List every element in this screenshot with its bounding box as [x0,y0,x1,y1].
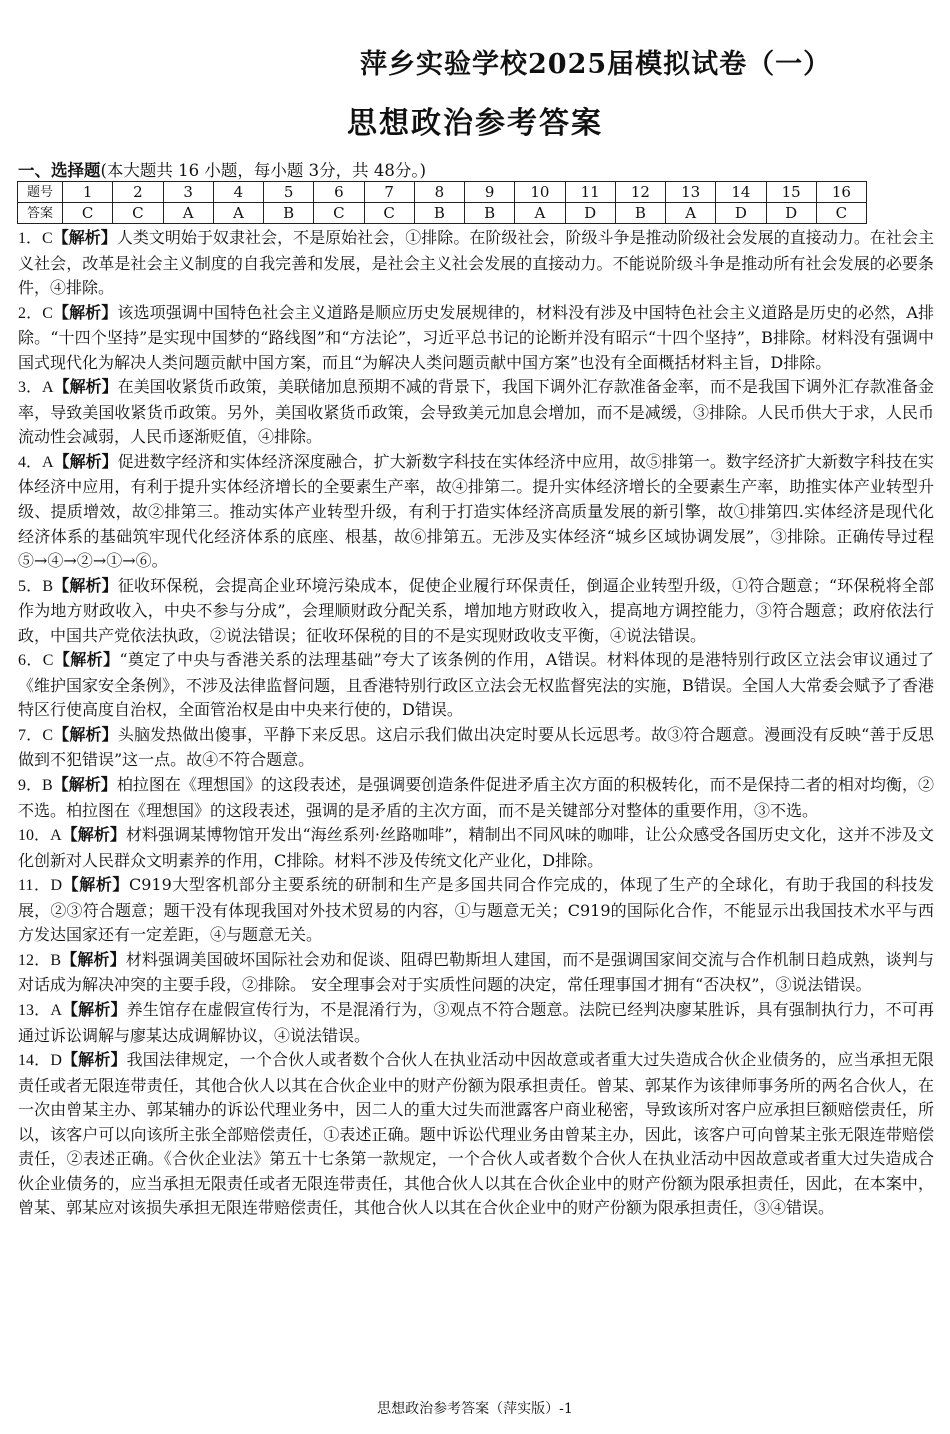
answer-cell: A [515,203,565,224]
school-exam-title: 萍乡实验学校2025届模拟试卷（一） [360,49,832,80]
explanation-text: 我国法律规定，一个合伙人或者数个合伙人在执业活动中因故意或者重大过失造成合伙企业债务的，应当承担无限责任或者无限连带责任，其他合伙人以其在合伙企业中的财产份额为限承担责任。曾某、郭某作为该律师事务所的两名合伙人，在一次由曾某主办、郭某辅办的诉讼代理业务中，因二人的重大过失而泄露客户商业秘密，导致该所对客户应承担巨额赔偿责任，所以，该客户可以向该所主张全部赔偿责任，①表述正确。题中诉讼代理业务由曾某主办，因此，该客户可向曾某主张无限连带赔偿责任，②表述正确。《合伙企业法》第五十七条第一款规定，一个合伙人或者数个合伙人在执业活动中因故意或者重大过失造成合伙企业债务的，应当承担无限责任或者无限连带责任，其他合伙人以其在合伙企业中的财产份额为限承担责任，因此，在本案中，曾某、郭某应对该损失承担无限连带赔偿责任，其他合伙人以其在合伙企业中的财产份额为限承担责任，③④错误。 [18,1050,934,1218]
question-answer: B [42,777,53,795]
analysis-tag: 【解析】 [53,451,118,471]
question-number-cell: 14 [716,182,766,203]
answer-cell: D [565,203,615,224]
question-number-cell: 3 [163,182,213,203]
explanation-item [18,1048,934,1221]
question-number-cell: 16 [816,182,866,203]
explanation-text: 材料强调美国破坏国际社会劝和促谈、阻碍巴勒斯坦人建国，而不是强调国家间交流与合作机制日趋成熟，谈判与对话成为解决冲突的主要手段，②排除。 安全理事会对于实质性问题的决定，常任理事国才拥有“否决权”，③说法错误。 [18,949,934,995]
explanation-text: 在美国收紧货币政策，美联储加息预期不减的背景下，我国下调外汇存款准备金率，而不是我国下调外汇存款准备金率，导致美国收紧货币政策。另外，美国收紧货币政策，会导致美元加息会增加，而不是减缓，③排除。人民币供大于求，人民币流动性会减弱，人民币逐渐贬值，④排除。 [18,377,934,447]
question-number-cell: 13 [666,182,716,203]
question-number-cell: 5 [264,182,314,203]
question-number-cell: 12 [615,182,665,203]
explanation-item [18,948,934,998]
explanation-item [18,648,934,723]
question-answer: A [50,1001,62,1019]
question-answer: C [42,304,53,322]
question-number-cell: 6 [314,182,364,203]
answer-row [18,203,867,224]
analysis-tag: 【解析】 [52,228,117,247]
answer-cell: D [766,203,816,224]
question-number-cell: 7 [364,182,414,203]
answer-cell: B [465,203,515,224]
answer-cell: A [213,203,263,224]
question-number-cell: 15 [766,182,816,203]
page-footer: 思想政治参考答案（萍实版）-1 [377,1401,573,1417]
analysis-tag: 【解析】 [53,575,118,595]
explanation-text: C919大型客机部分主要系统的研制和生产是多国共同合作完成的，体现了生产的全球化，有助于我国的科技发展，②③符合题意；题干没有体现我国对外技术贸易的内容，①与题意无关；C919的国际化合作，不能显示出我国技术水平与西方发达国家还有一定差距，④与题意无关。 [18,875,934,945]
question-number-cell: 1 [63,182,113,203]
question-answer: D [50,1052,62,1070]
analysis-tag: 【解析】 [53,650,120,670]
answer-cell: C [364,203,414,224]
answer-cell: B [615,203,665,224]
explanation-text: 材料强调某博物馆开发出“海丝系列·丝路咖啡”，精制出不同风味的咖啡，让公众感受各国历史文化，这并不涉及文化创新对人民群众文明素养的作用，C排除。材料不涉及传统文化产业化，D排除。 [18,825,934,870]
question-number: 4． [18,453,43,471]
analysis-tag: 【解析】 [61,1050,127,1070]
analysis-tag: 【解析】 [53,724,118,744]
question-number: 5． [18,577,43,595]
explanation-text: 促进数字经济和实体经济深度融合，扩大新数字科技在实体经济中应用，故⑤排第一。数字经济扩大新数字科技在实体经济中应用，有利于提升实体经济增长的全要素生产率，故④排第二。提升实体经济增长的全要素生产率，助推实体产业转型升级、提质增效，故②排第三。推动实体产业转型升级，有利于打造实体经济高质量发展的新引擎，故①排第四.实体经济是现代化经济体系的基础筑牢现代化经济体系的底座、根基，故⑥排第五。无涉及实体经济“城乡区域协调发展”，③排除。正确传导过程⑤→④→②→①→⑥。 [18,451,934,571]
section-note: (本大题共 16 小题，每小题 3分，共 48分。) [100,161,427,180]
answer-cell: B [414,203,464,224]
question-answer: B [50,951,62,969]
explanation-text: 头脑发热做出傻事，平静下来反思。这启示我们做出决定时要从长远思考。故③符合题意。漫画没有反映“善于反思做到不犯错误”这一点。故④不符合题意。 [18,724,934,770]
explanation-item [18,998,934,1048]
analysis-tag: 【解析】 [61,999,127,1019]
question-answer: C [42,652,54,670]
question-number: 9． [18,777,43,795]
answer-cell: A [163,203,213,224]
explanation-text: “奠定了中央与香港关系的法理基础”夸大了该条例的作用，A错误。材料体现的是港特别行政区立法会审议通过了《维护国家安全条例》，不涉及法律监督问题，且香港特别行政区立法会无权监督宪法的实施，B错误。全国人大常委会赋予了香港特区行使高度自治权，全面管治权是由中央来行使的，D错误。 [18,650,934,720]
explanation-item [18,375,934,450]
explanation-text: 征收环保税，会提高企业环境污染成本，促使企业履行环保责任，倒逼企业转型升级，①符合题意；“环保税将全部作为地方财政收入，中央不参与分成”，会理顺财政分配关系，增加地方财政收入，提高地方调控能力，③符合题意；政府依法行政，中国共产党依法执政，②说法错误；征收环保税的目的不是实现财政收支平衡，④说法错误。 [18,575,934,645]
analysis-tag: 【解析】 [52,302,118,322]
explanation-text: 柏拉图在《理想国》的这段表述，是强调要创造条件促进矛盾主次方面的积极转化，而不是保持二者的相对均衡，②不选。柏拉图在《理想国》的这段表述，强调的是矛盾的主次方面，而不是关键部分对整体的重要作用，③不选。 [18,775,934,820]
answer-cell: C [816,203,866,224]
question-number-cell: 11 [565,182,615,203]
question-answer: D [50,877,63,895]
question-number: 13． [18,1001,51,1019]
explanation-text: 养生馆存在虚假宣传行为，不是混淆行为，③观点不符合题意。法院已经判决廖某胜诉，具有强制执行力，不可再通过诉讼调解与廖某达成调解协议，④说法错误。 [18,999,934,1045]
question-number-cell: 2 [113,182,163,203]
question-answer: A [50,827,62,845]
section-label: 一、选择题 [18,161,101,180]
question-number-cell: 9 [465,182,515,203]
explanation-text: 人类文明始于奴隶社会，不是原始社会，①排除。在阶级社会，阶级斗争是推动阶级社会发展的直接动力。在社会主义社会，改革是社会主义制度的自我完善和发展，是社会主义社会发展的直接动力。不能说阶级斗争是推动所有社会发展的必要条件，④排除。 [18,228,934,298]
question-number: 3． [18,379,43,397]
question-number: 7． [18,726,43,744]
analysis-tag: 【解析】 [53,377,118,397]
answer-cell: D [716,203,766,224]
explanation-item [18,873,934,948]
question-answer: A [42,453,54,471]
analysis-tag: 【解析】 [52,775,117,795]
answer-cell: A [666,203,716,224]
question-number: 11． [18,877,51,895]
question-number: 14． [18,1052,51,1070]
explanation-item [18,773,934,823]
row-label-answer: 答案 [18,203,63,224]
explanation-item [18,226,934,301]
question-answer: C [42,230,53,247]
answer-cell: C [63,203,113,224]
question-number-cell: 4 [213,182,263,203]
question-number: 2． [18,304,43,322]
question-number-cell: 10 [515,182,565,203]
question-number: 1． [18,230,43,247]
analysis-tag: 【解析】 [61,825,126,845]
answer-cell: B [264,203,314,224]
analysis-tag: 【解析】 [62,875,129,895]
question-number: 10． [18,827,51,845]
question-number-cell: 8 [414,182,464,203]
answer-table [17,181,867,224]
question-number: 12． [18,951,51,969]
question-answer: B [42,577,53,595]
explanation-item [18,574,934,649]
explanation-item [18,723,934,773]
explanation-list [18,226,934,1221]
explanation-item [18,450,934,574]
section-heading [18,157,426,181]
answer-cell: C [314,203,364,224]
answer-cell: C [113,203,163,224]
explanation-item [18,301,934,376]
explanation-text: 该选项强调中国特色社会主义道路是顺应历史发展规律的，材料没有涉及中国特色社会主义道路是历史的必然，A排除。“十四个坚持”是实现中国梦的“路线图”和“方法论”，习近平总书记的论断并没有昭示“十四个坚持”，B排除。材料没有强调中国式现代化为解决人类问题贡献中国方案，而且“为解决人类问题贡献中国方案”也没有全面概括材料主旨，D排除。 [18,302,934,372]
question-number: 6． [18,652,43,670]
analysis-tag: 【解析】 [61,949,126,969]
question-answer: A [42,379,54,397]
row-label-question-number: 题号 [18,182,63,203]
explanation-item [18,823,934,873]
subject-title: 思想政治参考答案 [347,106,603,141]
question-number-row [18,182,867,203]
question-answer: C [42,726,53,744]
